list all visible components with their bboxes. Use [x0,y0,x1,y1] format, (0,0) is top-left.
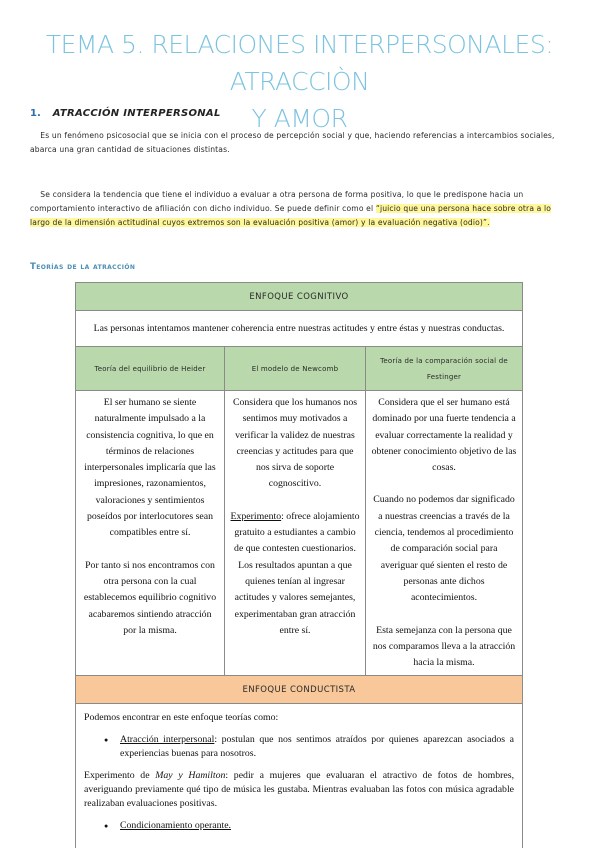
newcomb-cell [225,391,366,676]
festinger-header: Teoría de la comparación social de Festinger [366,347,523,391]
behavioral-list-2 [84,819,514,833]
cognitive-intro: Las personas intentamos mantener coherencia entre nuestras actitudes y entre éstas y nuestras conductas. [76,311,523,347]
theories-table [75,282,523,848]
highlighted-quote: “juicio que una persona hace sobre otra a lo largo de la dimensión actitudinal cuyos extremos son la evaluación positiva (amor) y la evaluación negativa (odio)”. [30,204,552,227]
experiment-prefix: Experimento de [84,770,156,782]
theories-heading: Teorías de la atracción [30,262,136,272]
experiment-description: : pedir a mujeres que evaluaran el atractivo de fotos de hombres, averiguando previamente qué tipo de música les gustaba. Mientras evaluaban las fotos con música agradable realizaban evaluaciones positivas. [84,770,515,810]
section-title: ATRACCIÓN INTERPERSONAL [52,108,221,119]
bullet-label: Condicionamiento operante. [120,820,231,832]
newcomb-header: El modelo de Newcomb [225,347,366,391]
page-title [0,26,599,137]
behavioral-header: ENFOQUE CONDUCTISTA [76,676,523,704]
paragraph-text: Se considera la tendencia que tiene el individuo a evaluar a otra persona de forma positiva, lo que le predispone hacia un comportamiento interactivo de afiliación con dicho individuo. Se puede definir como el [30,190,524,213]
paragraph-definition [30,129,570,157]
experiment-paragraph [84,769,514,811]
experiment-label: Experimento [230,510,282,522]
paragraph-text: Es un fenómeno psicosocial que se inicia con el proceso de percepción social y que, haciendo referencias a intercambios sociales, abarca una gran cantidad de situaciones distintas. [30,131,555,154]
list-item [84,819,514,833]
list-item [84,733,514,761]
newcomb-text-2 [230,509,360,639]
festinger-text-3: Esta semejanza con la persona que nos comparamos lleva a la atracción hacia la misma. [372,624,516,669]
festinger-text-2: Cuando no podemos dar significado a nuestras creencias a través de la ciencia, tendemos al procedimiento de comparación social para averiguar qué sienten el resto de personas ante dichos acontecimientos. [373,494,515,604]
festinger-cell [366,391,523,676]
paragraph-tendency [30,188,570,230]
heider-text-2: Por tanto si nos encontramos con otra persona con la cual establecemos equilibrio cognitivo acabaremos sintiendo atracción por la misma. [83,559,217,636]
bullet-label: Atracción interpersonal [120,734,215,746]
heider-cell [76,391,225,676]
experiment-text: : ofrece alojamiento gratuito a estudiantes a cambio de que contesten cuestionarios. Los resultados apuntan a que quienes tenían al ingresar actitudes y valores semejantes, experimentaban gran atracción entre sí. [234,510,360,636]
cognitive-header: ENFOQUE COGNITIVO [76,283,523,311]
behavioral-intro: Podemos encontrar en este enfoque teorías como: [84,712,279,724]
page-title-line-1: TEMA 5. RELACIONES INTERPERSONALES: ATRACCIÒN [45,30,554,96]
festinger-text-1: Considera que el ser humano está dominado por una fuerte tendencia a evaluar correctamente la realidad y obtener conocimiento objetivo de las cosas. [371,397,517,474]
bullet-text: : postulan que nos sentimos atraídos por quienes aparezcan asociados a experiencias buenas para nosotros. [120,734,515,760]
newcomb-text-1: Considera que los humanos nos sentimos muy motivados a verificar la validez de nuestras creencias y actitudes para que nos sirva de soporte cognoscitivo. [232,397,358,490]
behavioral-cell [76,704,523,848]
section-number: 1. [30,108,41,119]
page-title-line-2: Y AMOR [251,104,348,133]
behavioral-list [84,733,514,761]
heider-header: Teoría del equilibrio de Heider [76,347,225,391]
experiment-authors: May y Hamilton [155,770,226,782]
heider-text-1: El ser humano se siente naturalmente impulsado a la consistencia cognitiva, lo que en términos de relaciones interpersonales implicaría que las impresiones, razonamientos, valoraciones y sentimientos poseídos por interlocutores sean compatibles entre sí. [84,397,216,539]
section-heading [30,108,221,119]
